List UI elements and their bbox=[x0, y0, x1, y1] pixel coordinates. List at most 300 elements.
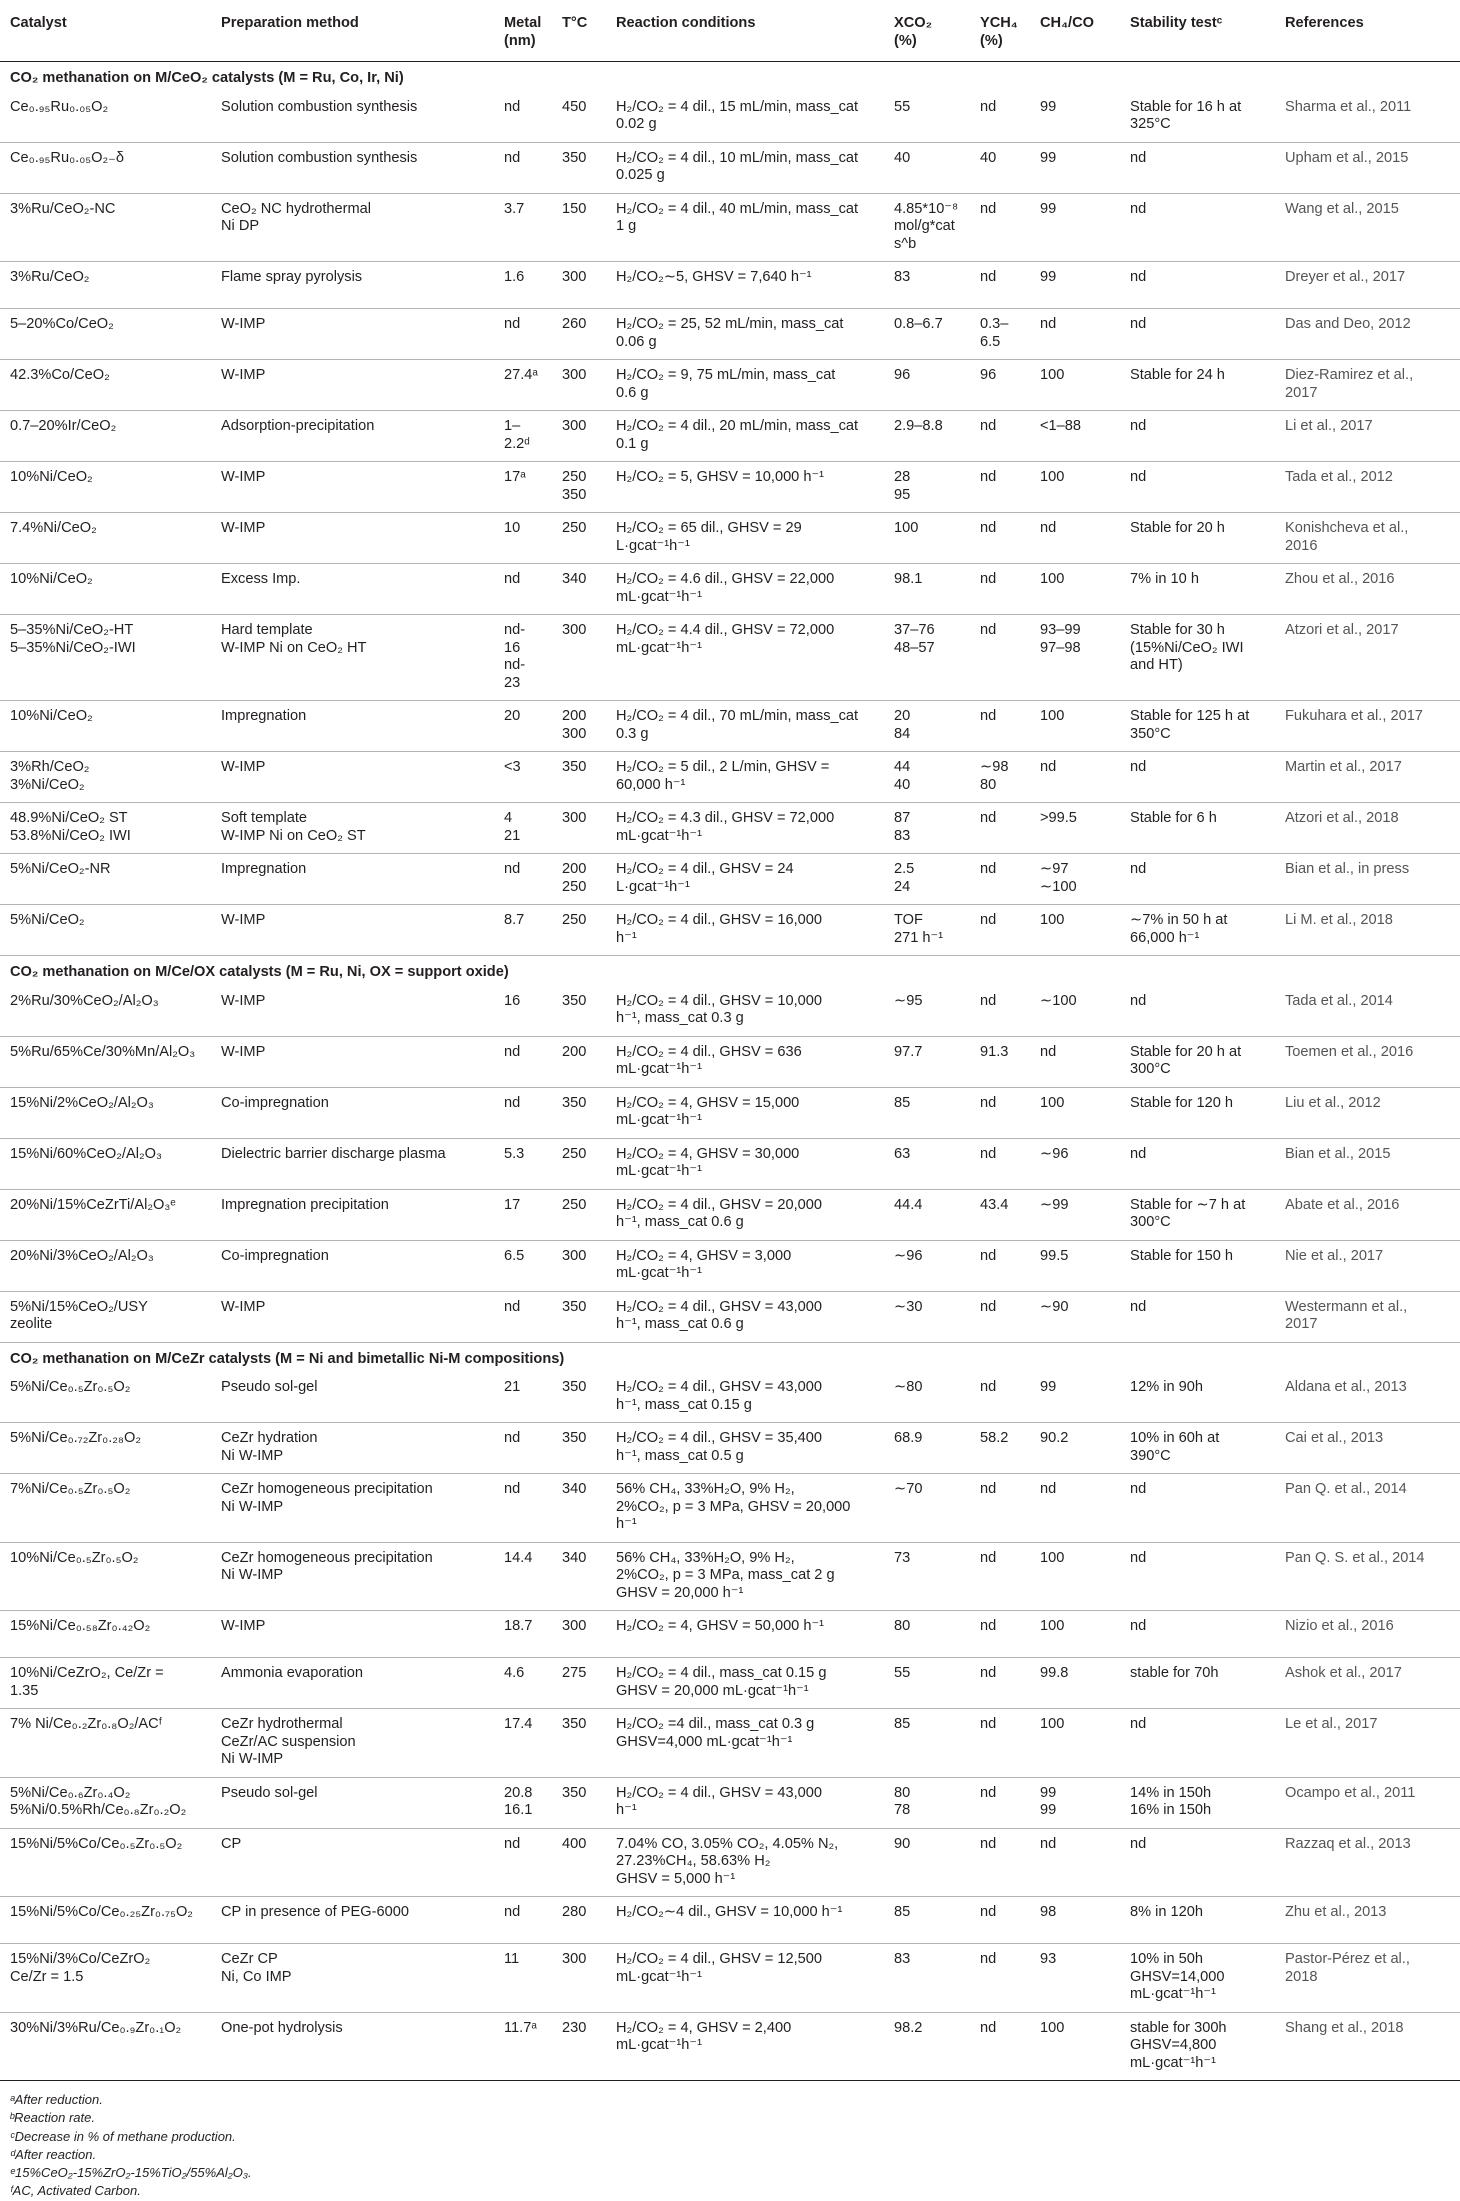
cell-reference: Fukuhara et al., 2017 bbox=[1279, 701, 1460, 752]
table-row bbox=[0, 1828, 1460, 1897]
cell-metal-size: nd bbox=[498, 92, 556, 143]
cell-metal-size: nd bbox=[498, 1897, 556, 1944]
cell-preparation-method: W-IMP bbox=[215, 905, 498, 956]
cell-metal-size: nd bbox=[498, 1291, 556, 1342]
cell-reaction-conditions: 7.04% CO, 3.05% CO₂, 4.05% N₂, 27.23%CH₄, 58.63% H₂ GHSV = 5,000 h⁻¹ bbox=[610, 1828, 888, 1897]
cell-temperature: 150 bbox=[556, 193, 610, 262]
cell-xco2: 80 bbox=[888, 1611, 974, 1658]
cell-reaction-conditions: H₂/CO₂ = 4, GHSV = 2,400 mL·gcat⁻¹h⁻¹ bbox=[610, 2012, 888, 2081]
cell-xco2: 90 bbox=[888, 1828, 974, 1897]
cell-ch4-co-ratio: 93–99 97–98 bbox=[1034, 615, 1124, 701]
cell-metal-size: nd bbox=[498, 1474, 556, 1543]
cell-reaction-conditions: H₂/CO₂ = 4 dil., GHSV = 43,000 h⁻¹ bbox=[610, 1777, 888, 1828]
header-metal-size: Metal (nm) bbox=[504, 15, 542, 49]
cell-temperature: 300 bbox=[556, 360, 610, 411]
cell-catalyst: 5%Ni/Ce₀.₆Zr₀.₄O₂ 5%Ni/0.5%Rh/Ce₀.₈Zr₀.₂O₂ bbox=[0, 1777, 215, 1828]
table-row bbox=[0, 142, 1460, 193]
table-row bbox=[0, 309, 1460, 360]
cell-ych4: nd bbox=[974, 1087, 1034, 1138]
cell-catalyst: 20%Ni/15%CeZrTi/Al₂O₃ᵉ bbox=[0, 1189, 215, 1240]
cell-reference: Razzaq et al., 2013 bbox=[1279, 1828, 1460, 1897]
cell-xco2: 85 bbox=[888, 1897, 974, 1944]
cell-temperature: 200 250 bbox=[556, 854, 610, 905]
cell-reference: Aldana et al., 2013 bbox=[1279, 1372, 1460, 1423]
cell-reaction-conditions: H₂/CO₂ = 4, GHSV = 50,000 h⁻¹ bbox=[610, 1611, 888, 1658]
cell-reaction-conditions: H₂/CO₂ = 25, 52 mL/min, mass_cat 0.06 g bbox=[610, 309, 888, 360]
cell-metal-size: 17.4 bbox=[498, 1709, 556, 1778]
table-row bbox=[0, 986, 1460, 1037]
cell-reaction-conditions: H₂/CO₂∼5, GHSV = 7,640 h⁻¹ bbox=[610, 262, 888, 309]
cell-xco2: 98.2 bbox=[888, 2012, 974, 2081]
table-row bbox=[0, 1291, 1460, 1342]
cell-xco2: 28 95 bbox=[888, 462, 974, 513]
cell-ych4: nd bbox=[974, 701, 1034, 752]
cell-preparation-method: Ammonia evaporation bbox=[215, 1658, 498, 1709]
cell-preparation-method: CeZr hydrothermal CeZr/AC suspension Ni W-IMP bbox=[215, 1709, 498, 1778]
cell-stability-test: Stable for 125 h at 350°C bbox=[1124, 701, 1279, 752]
footnote: ᵇReaction rate. bbox=[10, 2110, 95, 2126]
cell-xco2: 83 bbox=[888, 1944, 974, 2013]
cell-reference: Martin et al., 2017 bbox=[1279, 752, 1460, 803]
cell-ych4: 43.4 bbox=[974, 1189, 1034, 1240]
cell-ych4: nd bbox=[974, 411, 1034, 462]
header-reference: References bbox=[1285, 15, 1364, 31]
table-row bbox=[0, 1777, 1460, 1828]
cell-ch4-co-ratio: 93 bbox=[1034, 1944, 1124, 2013]
cell-stability-test: nd bbox=[1124, 1138, 1279, 1189]
cell-reference: Liu et al., 2012 bbox=[1279, 1087, 1460, 1138]
cell-ch4-co-ratio: 100 bbox=[1034, 1542, 1124, 1611]
cell-reference: Li M. et al., 2018 bbox=[1279, 905, 1460, 956]
cell-temperature: 350 bbox=[556, 1291, 610, 1342]
cell-temperature: 300 bbox=[556, 411, 610, 462]
cell-stability-test: Stable for 16 h at 325°C bbox=[1124, 92, 1279, 143]
header-row bbox=[0, 1, 1460, 62]
cell-catalyst: 15%Ni/5%Co/Ce₀.₅Zr₀.₅O₂ bbox=[0, 1828, 215, 1897]
table-row bbox=[0, 752, 1460, 803]
table-row bbox=[0, 615, 1460, 701]
cell-preparation-method: Pseudo sol-gel bbox=[215, 1372, 498, 1423]
cell-xco2: 73 bbox=[888, 1542, 974, 1611]
cell-reference: Shang et al., 2018 bbox=[1279, 2012, 1460, 2081]
cell-stability-test: 14% in 150h 16% in 150h bbox=[1124, 1777, 1279, 1828]
cell-xco2: 20 84 bbox=[888, 701, 974, 752]
cell-catalyst: 42.3%Co/CeO₂ bbox=[0, 360, 215, 411]
cell-temperature: 350 bbox=[556, 986, 610, 1037]
cell-reaction-conditions: H₂/CO₂ = 4 dil., GHSV = 636 mL·gcat⁻¹h⁻¹ bbox=[610, 1036, 888, 1087]
cell-reference: Zhu et al., 2013 bbox=[1279, 1897, 1460, 1944]
cell-xco2: 85 bbox=[888, 1709, 974, 1778]
cell-reaction-conditions: H₂/CO₂ = 4.3 dil., GHSV = 72,000 mL·gcat⁻¹h⁻¹ bbox=[610, 803, 888, 854]
cell-reference: Tada et al., 2014 bbox=[1279, 986, 1460, 1037]
cell-metal-size: 27.4ᵃ bbox=[498, 360, 556, 411]
cell-stability-test: nd bbox=[1124, 1474, 1279, 1543]
cell-preparation-method: CeO₂ NC hydrothermal Ni DP bbox=[215, 193, 498, 262]
cell-reference: Atzori et al., 2017 bbox=[1279, 615, 1460, 701]
cell-ych4: nd bbox=[974, 2012, 1034, 2081]
cell-temperature: 300 bbox=[556, 262, 610, 309]
cell-temperature: 260 bbox=[556, 309, 610, 360]
cell-catalyst: 30%Ni/3%Ru/Ce₀.₉Zr₀.₁O₂ bbox=[0, 2012, 215, 2081]
cell-ch4-co-ratio: nd bbox=[1034, 752, 1124, 803]
header-reaction-conditions: Reaction conditions bbox=[616, 15, 756, 31]
cell-catalyst: 5%Ru/65%Ce/30%Mn/Al₂O₃ bbox=[0, 1036, 215, 1087]
cell-ych4: 96 bbox=[974, 360, 1034, 411]
cell-reference: Ashok et al., 2017 bbox=[1279, 1658, 1460, 1709]
section-header bbox=[0, 1342, 1460, 1372]
cell-ch4-co-ratio: nd bbox=[1034, 309, 1124, 360]
cell-reaction-conditions: H₂/CO₂ = 4 dil., GHSV = 20,000 h⁻¹, mass_cat 0.6 g bbox=[610, 1189, 888, 1240]
cell-temperature: 250 350 bbox=[556, 462, 610, 513]
cell-reference: Westermann et al., 2017 bbox=[1279, 1291, 1460, 1342]
cell-preparation-method: W-IMP bbox=[215, 309, 498, 360]
cell-catalyst: 15%Ni/3%Co/CeZrO₂ Ce/Zr = 1.5 bbox=[0, 1944, 215, 2013]
cell-ch4-co-ratio: 99 bbox=[1034, 142, 1124, 193]
cell-metal-size: <3 bbox=[498, 752, 556, 803]
cell-ych4: nd bbox=[974, 262, 1034, 309]
cell-reaction-conditions: H₂/CO₂ = 4 dil., GHSV = 16,000 h⁻¹ bbox=[610, 905, 888, 956]
cell-metal-size: nd bbox=[498, 1828, 556, 1897]
section-title: CO₂ methanation on M/Ce/OX catalysts (M = Ru, Ni, OX = support oxide) bbox=[10, 964, 509, 980]
cell-stability-test: Stable for 24 h bbox=[1124, 360, 1279, 411]
cell-metal-size: 17 bbox=[498, 1189, 556, 1240]
cell-metal-size: 4.6 bbox=[498, 1658, 556, 1709]
table-row bbox=[0, 803, 1460, 854]
cell-ych4: nd bbox=[974, 1777, 1034, 1828]
cell-stability-test: nd bbox=[1124, 1542, 1279, 1611]
cell-stability-test: nd bbox=[1124, 1291, 1279, 1342]
cell-xco2: 2.9–8.8 bbox=[888, 411, 974, 462]
cell-temperature: 250 bbox=[556, 1189, 610, 1240]
cell-temperature: 300 bbox=[556, 1611, 610, 1658]
cell-metal-size: 21 bbox=[498, 1372, 556, 1423]
cell-temperature: 350 bbox=[556, 1777, 610, 1828]
cell-stability-test: nd bbox=[1124, 752, 1279, 803]
cell-reaction-conditions: H₂/CO₂ = 5 dil., 2 L/min, GHSV = 60,000 h⁻¹ bbox=[610, 752, 888, 803]
cell-ch4-co-ratio: 99 bbox=[1034, 92, 1124, 143]
cell-ych4: nd bbox=[974, 1897, 1034, 1944]
footnote: ᶜDecrease in % of methane production. bbox=[10, 2128, 236, 2144]
cell-catalyst: 10%Ni/CeO₂ bbox=[0, 701, 215, 752]
table-row bbox=[0, 1897, 1460, 1944]
cell-ych4: nd bbox=[974, 1611, 1034, 1658]
cell-stability-test: stable for 70h bbox=[1124, 1658, 1279, 1709]
cell-catalyst: 5%Ni/Ce₀.₇₂Zr₀.₂₈O₂ bbox=[0, 1423, 215, 1474]
cell-temperature: 340 bbox=[556, 1542, 610, 1611]
cell-reaction-conditions: 56% CH₄, 33%H₂O, 9% H₂, 2%CO₂, p = 3 MPa, mass_cat 2 g GHSV = 20,000 h⁻¹ bbox=[610, 1542, 888, 1611]
table-row bbox=[0, 1944, 1460, 2013]
cell-ych4: nd bbox=[974, 513, 1034, 564]
cell-ych4: nd bbox=[974, 1138, 1034, 1189]
cell-preparation-method: Dielectric barrier discharge plasma bbox=[215, 1138, 498, 1189]
cell-metal-size: 5.3 bbox=[498, 1138, 556, 1189]
cell-catalyst: 7.4%Ni/CeO₂ bbox=[0, 513, 215, 564]
cell-preparation-method: W-IMP bbox=[215, 1611, 498, 1658]
cell-xco2: 44 40 bbox=[888, 752, 974, 803]
cell-reference: Pan Q. S. et al., 2014 bbox=[1279, 1542, 1460, 1611]
cell-xco2: 87 83 bbox=[888, 803, 974, 854]
cell-preparation-method: CeZr homogeneous precipitation Ni W-IMP bbox=[215, 1542, 498, 1611]
cell-stability-test: nd bbox=[1124, 462, 1279, 513]
cell-temperature: 300 bbox=[556, 1240, 610, 1291]
cell-metal-size: 20.8 16.1 bbox=[498, 1777, 556, 1828]
cell-xco2: ∼96 bbox=[888, 1240, 974, 1291]
cell-reaction-conditions: H₂/CO₂ = 4 dil., 15 mL/min, mass_cat 0.02 g bbox=[610, 92, 888, 143]
cell-catalyst: Ce₀.₉₅Ru₀.₀₅O₂₋δ bbox=[0, 142, 215, 193]
cell-stability-test: nd bbox=[1124, 1611, 1279, 1658]
cell-stability-test: 10% in 50h GHSV=14,000 mL·gcat⁻¹h⁻¹ bbox=[1124, 1944, 1279, 2013]
cell-ych4: nd bbox=[974, 1474, 1034, 1543]
cell-ych4: nd bbox=[974, 1828, 1034, 1897]
cell-ych4: nd bbox=[974, 905, 1034, 956]
cell-metal-size: 4 21 bbox=[498, 803, 556, 854]
cell-catalyst: 2%Ru/30%CeO₂/Al₂O₃ bbox=[0, 986, 215, 1037]
cell-temperature: 350 bbox=[556, 1372, 610, 1423]
cell-metal-size: 17ᵃ bbox=[498, 462, 556, 513]
cell-reference: Bian et al., 2015 bbox=[1279, 1138, 1460, 1189]
footnote: ᵃAfter reduction. bbox=[10, 2092, 103, 2107]
cell-reaction-conditions: H₂/CO₂ = 4, GHSV = 30,000 mL·gcat⁻¹h⁻¹ bbox=[610, 1138, 888, 1189]
cell-xco2: 40 bbox=[888, 142, 974, 193]
cell-catalyst: Ce₀.₉₅Ru₀.₀₅O₂ bbox=[0, 92, 215, 143]
cell-reaction-conditions: H₂/CO₂ = 65 dil., GHSV = 29 L·gcat⁻¹h⁻¹ bbox=[610, 513, 888, 564]
cell-stability-test: Stable for 20 h bbox=[1124, 513, 1279, 564]
cell-ch4-co-ratio: 100 bbox=[1034, 2012, 1124, 2081]
cell-reference: Abate et al., 2016 bbox=[1279, 1189, 1460, 1240]
cell-temperature: 340 bbox=[556, 564, 610, 615]
cell-stability-test: Stable for 6 h bbox=[1124, 803, 1279, 854]
cell-ych4: 0.3– 6.5 bbox=[974, 309, 1034, 360]
cell-reference: Dreyer et al., 2017 bbox=[1279, 262, 1460, 309]
cell-metal-size: nd bbox=[498, 1423, 556, 1474]
cell-ch4-co-ratio: ∼96 bbox=[1034, 1138, 1124, 1189]
cell-temperature: 450 bbox=[556, 92, 610, 143]
cell-ych4: nd bbox=[974, 1658, 1034, 1709]
cell-stability-test: stable for 300h GHSV=4,800 mL·gcat⁻¹h⁻¹ bbox=[1124, 2012, 1279, 2081]
header-stability-test: Stability testᶜ bbox=[1130, 15, 1223, 31]
table-row bbox=[0, 1372, 1460, 1423]
cell-ych4: nd bbox=[974, 1291, 1034, 1342]
cell-reaction-conditions: H₂/CO₂ = 4.6 dil., GHSV = 22,000 mL·gcat⁻¹h⁻¹ bbox=[610, 564, 888, 615]
cell-preparation-method: CeZr hydration Ni W-IMP bbox=[215, 1423, 498, 1474]
table-header bbox=[0, 1, 1460, 62]
cell-reference: Toemen et al., 2016 bbox=[1279, 1036, 1460, 1087]
cell-ch4-co-ratio: ∼97 ∼100 bbox=[1034, 854, 1124, 905]
table-row bbox=[0, 360, 1460, 411]
cell-ch4-co-ratio: 99.5 bbox=[1034, 1240, 1124, 1291]
cell-catalyst: 0.7–20%Ir/CeO₂ bbox=[0, 411, 215, 462]
cell-stability-test: nd bbox=[1124, 1828, 1279, 1897]
table-row bbox=[0, 462, 1460, 513]
cell-preparation-method: W-IMP bbox=[215, 513, 498, 564]
cell-stability-test: Stable for 150 h bbox=[1124, 1240, 1279, 1291]
cell-temperature: 350 bbox=[556, 1087, 610, 1138]
cell-ych4: 40 bbox=[974, 142, 1034, 193]
cell-reaction-conditions: 56% CH₄, 33%H₂O, 9% H₂, 2%CO₂, p = 3 MPa, GHSV = 20,000 h⁻¹ bbox=[610, 1474, 888, 1543]
cell-ych4: nd bbox=[974, 803, 1034, 854]
cell-reference: Ocampo et al., 2011 bbox=[1279, 1777, 1460, 1828]
cell-temperature: 200 bbox=[556, 1036, 610, 1087]
cell-temperature: 250 bbox=[556, 513, 610, 564]
cell-reaction-conditions: H₂/CO₂ = 4 dil., 20 mL/min, mass_cat 0.1 g bbox=[610, 411, 888, 462]
cell-stability-test: 8% in 120h bbox=[1124, 1897, 1279, 1944]
cell-ych4: nd bbox=[974, 1709, 1034, 1778]
cell-ch4-co-ratio: nd bbox=[1034, 1474, 1124, 1543]
cell-xco2: 98.1 bbox=[888, 564, 974, 615]
cell-catalyst: 7%Ni/Ce₀.₅Zr₀.₅O₂ bbox=[0, 1474, 215, 1543]
cell-reference: Nizio et al., 2016 bbox=[1279, 1611, 1460, 1658]
cell-preparation-method: Hard template W-IMP Ni on CeO₂ HT bbox=[215, 615, 498, 701]
cell-catalyst: 7% Ni/Ce₀.₂Zr₀.₈O₂/ACᶠ bbox=[0, 1709, 215, 1778]
cell-ych4: nd bbox=[974, 193, 1034, 262]
cell-catalyst: 3%Ru/CeO₂-NC bbox=[0, 193, 215, 262]
cell-reaction-conditions: H₂/CO₂ =4 dil., mass_cat 0.3 g GHSV=4,000 mL·gcat⁻¹h⁻¹ bbox=[610, 1709, 888, 1778]
cell-temperature: 230 bbox=[556, 2012, 610, 2081]
cell-preparation-method: Impregnation bbox=[215, 701, 498, 752]
cell-metal-size: 11.7ᵃ bbox=[498, 2012, 556, 2081]
cell-reaction-conditions: H₂/CO₂ = 9, 75 mL/min, mass_cat 0.6 g bbox=[610, 360, 888, 411]
cell-temperature: 300 bbox=[556, 803, 610, 854]
cell-preparation-method: Solution combustion synthesis bbox=[215, 142, 498, 193]
cell-ch4-co-ratio: 100 bbox=[1034, 462, 1124, 513]
cell-catalyst: 5%Ni/CeO₂ bbox=[0, 905, 215, 956]
table-row bbox=[0, 1138, 1460, 1189]
cell-reference: Upham et al., 2015 bbox=[1279, 142, 1460, 193]
cell-metal-size: nd bbox=[498, 309, 556, 360]
cell-reference: Das and Deo, 2012 bbox=[1279, 309, 1460, 360]
cell-catalyst: 10%Ni/Ce₀.₅Zr₀.₅O₂ bbox=[0, 1542, 215, 1611]
table-row bbox=[0, 1709, 1460, 1778]
cell-xco2: 83 bbox=[888, 262, 974, 309]
cell-catalyst: 5–35%Ni/CeO₂-HT 5–35%Ni/CeO₂-IWI bbox=[0, 615, 215, 701]
cell-temperature: 250 bbox=[556, 905, 610, 956]
cell-stability-test: Stable for 120 h bbox=[1124, 1087, 1279, 1138]
cell-preparation-method: Flame spray pyrolysis bbox=[215, 262, 498, 309]
cell-reference: Cai et al., 2013 bbox=[1279, 1423, 1460, 1474]
header-ych4: YCH₄ (%) bbox=[980, 15, 1018, 49]
footnote: ᵈAfter reaction. bbox=[10, 2146, 97, 2162]
cell-ych4: nd bbox=[974, 615, 1034, 701]
cell-metal-size: nd bbox=[498, 564, 556, 615]
cell-metal-size: 1.6 bbox=[498, 262, 556, 309]
cell-catalyst: 10%Ni/CeZrO₂, Ce/Zr = 1.35 bbox=[0, 1658, 215, 1709]
table-row bbox=[0, 1658, 1460, 1709]
table-row bbox=[0, 905, 1460, 956]
cell-catalyst: 15%Ni/2%CeO₂/Al₂O₃ bbox=[0, 1087, 215, 1138]
cell-xco2: 100 bbox=[888, 513, 974, 564]
cell-ch4-co-ratio: 100 bbox=[1034, 701, 1124, 752]
cell-catalyst: 48.9%Ni/CeO₂ ST 53.8%Ni/CeO₂ IWI bbox=[0, 803, 215, 854]
cell-ch4-co-ratio: 99 99 bbox=[1034, 1777, 1124, 1828]
cell-temperature: 250 bbox=[556, 1138, 610, 1189]
table-row bbox=[0, 1611, 1460, 1658]
cell-ch4-co-ratio: ∼90 bbox=[1034, 1291, 1124, 1342]
table-row bbox=[0, 1474, 1460, 1543]
cell-reaction-conditions: H₂/CO₂ = 4 dil., GHSV = 10,000 h⁻¹, mass_cat 0.3 g bbox=[610, 986, 888, 1037]
cell-stability-test: nd bbox=[1124, 1709, 1279, 1778]
cell-stability-test: nd bbox=[1124, 262, 1279, 309]
cell-stability-test: Stable for 30 h (15%Ni/CeO₂ IWI and HT) bbox=[1124, 615, 1279, 701]
table-row bbox=[0, 1423, 1460, 1474]
table-row bbox=[0, 92, 1460, 143]
cell-preparation-method: W-IMP bbox=[215, 1036, 498, 1087]
cell-metal-size: 20 bbox=[498, 701, 556, 752]
cell-catalyst: 10%Ni/CeO₂ bbox=[0, 462, 215, 513]
cell-temperature: 350 bbox=[556, 142, 610, 193]
cell-xco2: 96 bbox=[888, 360, 974, 411]
cell-ch4-co-ratio: 90.2 bbox=[1034, 1423, 1124, 1474]
cell-preparation-method: CeZr CP Ni, Co IMP bbox=[215, 1944, 498, 2013]
cell-metal-size: 11 bbox=[498, 1944, 556, 2013]
cell-preparation-method: Adsorption-precipitation bbox=[215, 411, 498, 462]
cell-ych4: nd bbox=[974, 1372, 1034, 1423]
cell-preparation-method: W-IMP bbox=[215, 986, 498, 1037]
cell-xco2: ∼70 bbox=[888, 1474, 974, 1543]
cell-preparation-method: Pseudo sol-gel bbox=[215, 1777, 498, 1828]
cell-preparation-method: W-IMP bbox=[215, 360, 498, 411]
cell-xco2: 68.9 bbox=[888, 1423, 974, 1474]
cell-ch4-co-ratio: <1–88 bbox=[1034, 411, 1124, 462]
cell-catalyst: 3%Ru/CeO₂ bbox=[0, 262, 215, 309]
header-xco2: XCO₂ (%) bbox=[894, 15, 933, 49]
cell-xco2: TOF 271 h⁻¹ bbox=[888, 905, 974, 956]
cell-preparation-method: CP in presence of PEG-6000 bbox=[215, 1897, 498, 1944]
cell-stability-test: nd bbox=[1124, 193, 1279, 262]
cell-preparation-method: Excess Imp. bbox=[215, 564, 498, 615]
cell-ch4-co-ratio: 100 bbox=[1034, 1611, 1124, 1658]
table-row bbox=[0, 1240, 1460, 1291]
cell-ch4-co-ratio: 99 bbox=[1034, 262, 1124, 309]
cell-reaction-conditions: H₂/CO₂ = 5, GHSV = 10,000 h⁻¹ bbox=[610, 462, 888, 513]
cell-ych4: nd bbox=[974, 92, 1034, 143]
cell-catalyst: 15%Ni/5%Co/Ce₀.₂₅Zr₀.₇₅O₂ bbox=[0, 1897, 215, 1944]
cell-temperature: 280 bbox=[556, 1897, 610, 1944]
cell-reaction-conditions: H₂/CO₂ = 4 dil., GHSV = 43,000 h⁻¹, mass_cat 0.15 g bbox=[610, 1372, 888, 1423]
table-row bbox=[0, 1036, 1460, 1087]
cell-stability-test: 10% in 60h at 390°C bbox=[1124, 1423, 1279, 1474]
cell-stability-test: Stable for ∼7 h at 300°C bbox=[1124, 1189, 1279, 1240]
cell-temperature: 275 bbox=[556, 1658, 610, 1709]
cell-preparation-method: Impregnation precipitation bbox=[215, 1189, 498, 1240]
cell-reaction-conditions: H₂/CO₂ = 4 dil., 70 mL/min, mass_cat 0.3 g bbox=[610, 701, 888, 752]
cell-metal-size: 6.5 bbox=[498, 1240, 556, 1291]
table-row bbox=[0, 411, 1460, 462]
cell-reference: Tada et al., 2012 bbox=[1279, 462, 1460, 513]
cell-ych4: nd bbox=[974, 1240, 1034, 1291]
cell-metal-size: nd bbox=[498, 142, 556, 193]
cell-ych4: 58.2 bbox=[974, 1423, 1034, 1474]
table-row bbox=[0, 513, 1460, 564]
header-catalyst: Catalyst bbox=[10, 15, 67, 31]
cell-metal-size: 14.4 bbox=[498, 1542, 556, 1611]
cell-stability-test: nd bbox=[1124, 411, 1279, 462]
cell-temperature: 350 bbox=[556, 1709, 610, 1778]
cell-catalyst: 5–20%Co/CeO₂ bbox=[0, 309, 215, 360]
cell-metal-size: nd bbox=[498, 854, 556, 905]
table-body bbox=[0, 62, 1460, 2081]
cell-reaction-conditions: H₂/CO₂ = 4 dil., 40 mL/min, mass_cat 1 g bbox=[610, 193, 888, 262]
cell-preparation-method: Co-impregnation bbox=[215, 1087, 498, 1138]
cell-ch4-co-ratio: 100 bbox=[1034, 1709, 1124, 1778]
cell-stability-test: ∼7% in 50 h at 66,000 h⁻¹ bbox=[1124, 905, 1279, 956]
cell-reaction-conditions: H₂/CO₂ = 4 dil., GHSV = 35,400 h⁻¹, mass_cat 0.5 g bbox=[610, 1423, 888, 1474]
cell-reaction-conditions: H₂/CO₂ = 4 dil., GHSV = 24 L·gcat⁻¹h⁻¹ bbox=[610, 854, 888, 905]
cell-reference: Bian et al., in press bbox=[1279, 854, 1460, 905]
cell-ych4: nd bbox=[974, 1944, 1034, 2013]
header-temperature: T°C bbox=[562, 15, 588, 31]
cell-ch4-co-ratio: 99 bbox=[1034, 193, 1124, 262]
cell-stability-test: nd bbox=[1124, 309, 1279, 360]
